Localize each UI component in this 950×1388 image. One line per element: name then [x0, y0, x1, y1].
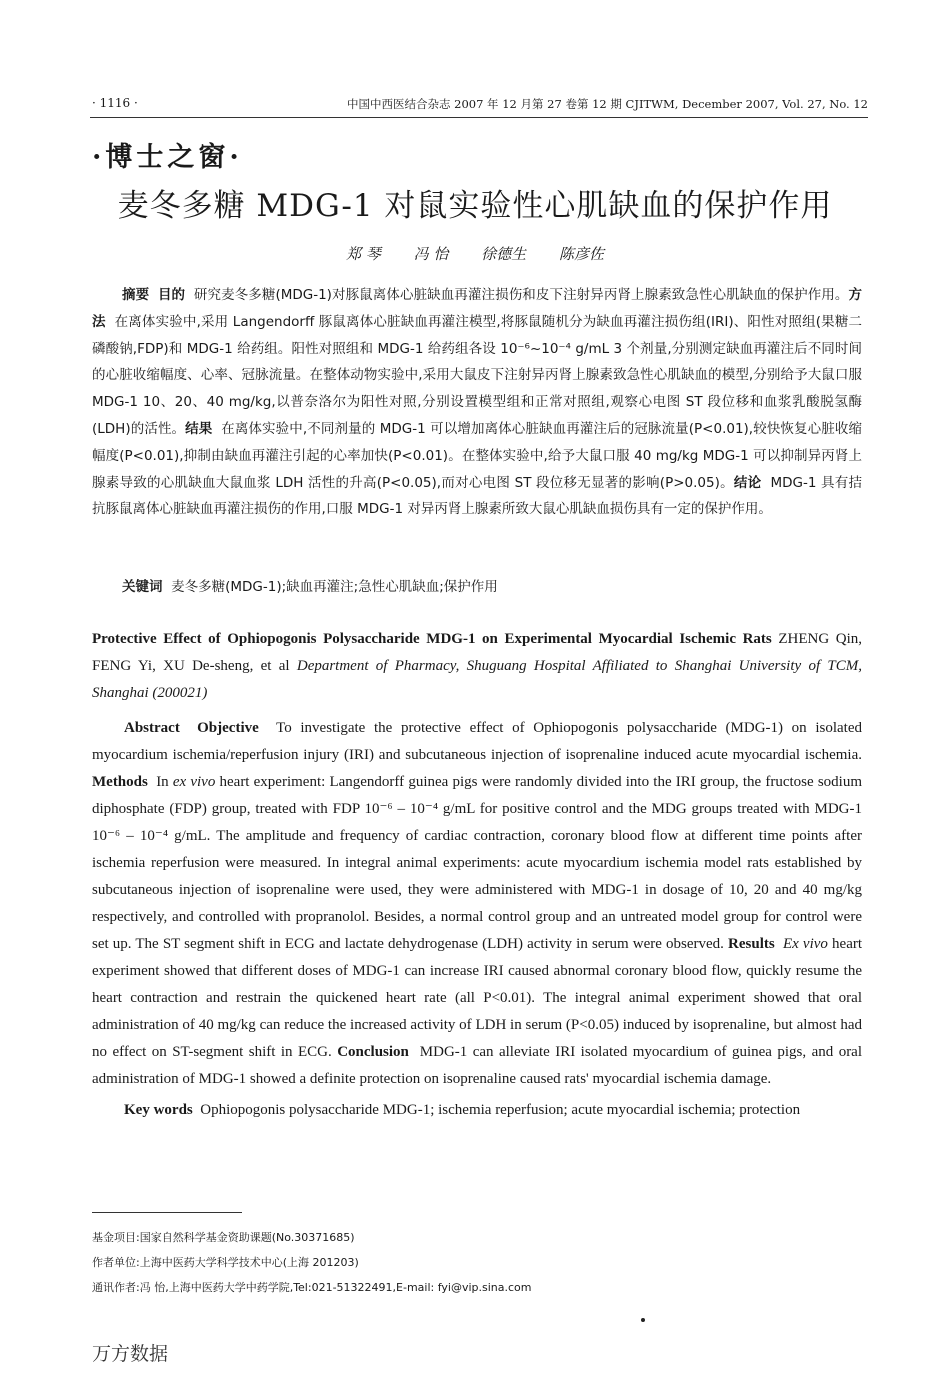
en-conclusion-text: MDG-1 can alleviate IRI isolated myocardium of guinea pigs, and oral administration of MDG-1 showed a definite protection on isoprenaline caused rats' myocardial ischemia damage. [92, 1044, 863, 1087]
cn-objective-text: 研究麦冬多糖(MDG-1)对豚鼠离体心脏缺血再灌注损伤和皮下注射异丙肾上腺素致急性心肌缺血的保护作用。 [193, 287, 849, 303]
page-number: · 1116 · [92, 96, 138, 110]
en-results-italic: Ex vivo [782, 936, 828, 952]
footnotes [92, 1225, 862, 1300]
en-methods-pre: In [156, 774, 169, 790]
cn-objective-label: 目的 [157, 287, 186, 303]
en-objective-text: To investigate the protective effect of Ophiopogonis polysaccharide (MDG-1) on isolated myocardium ischemia/reperfusion injury (IRI) and subcutaneous injection of isoprenaline induced acute myocardial ischemia. [92, 720, 862, 763]
cn-results-text: 在离体实验中,不同剂量的 MDG-1 可以增加离体心脏缺血再灌注后的冠脉流量(P<0.01),较快恢复心脏收缩幅度(P<0.01),抑制由缺血再灌注引起的心率加快(P<0.01)。在整体实验中,给予大鼠口服 40 mg/kg MDG-1 可以抑制异丙肾上腺素导致的心肌缺血大鼠血浆 LDH 活性的升高(P<0.05),而对心电图 ST 段位移无显著的影响(P>0.05)。 [92, 420, 862, 491]
author-list [0, 243, 950, 264]
en-affiliation: Department of Pharmacy, Shuguang Hospital Affiliated to Shanghai University of TCM, Shanghai (200021) [92, 658, 862, 701]
cn-keywords-label: 关键词 [122, 579, 163, 595]
english-abstract-block [92, 626, 862, 1124]
footnote-correspondence: 通讯作者:冯 怡,上海中医药大学中药学院,Tel:021-51322491,E-mail: fyi@vip.sina.com [92, 1281, 532, 1294]
en-keywords-label: Key words [124, 1102, 193, 1118]
en-results-label: Results [728, 936, 775, 952]
author: 陈彦佐 [558, 245, 604, 263]
cn-keywords-text: 麦冬多糖(MDG-1);缺血再灌注;急性心肌缺血;保护作用 [171, 579, 498, 595]
en-keywords-text: Ophiopogonis polysaccharide MDG-1; ischemia reperfusion; acute myocardial ischemia; protection [200, 1102, 801, 1118]
en-results-text: heart experiment showed that different doses of MDG-1 can increase IRI caused abnormal coronary blood flow, quickly resume the heart contraction and restrain the quickened heart rate (all P<0.01). The integral animal experiment showed that oral administration of 40 mg/kg can reduce the increased activity of LDH in serum (P<0.05) induced by isoprenaline, but almost had no effect on ST-segment shift in ECG. [92, 936, 863, 1060]
footnote-funding: 基金项目:国家自然科学基金资助课题(No.30371685) [92, 1231, 355, 1244]
chinese-abstract [92, 282, 862, 523]
en-title: Protective Effect of Ophiopogonis Polysaccharide MDG-1 on Experimental Myocardial Ischemic Rats [92, 631, 772, 647]
author: 郑 琴 [346, 245, 381, 263]
author: 徐德生 [481, 245, 527, 263]
column-tag: ·博士之窗· [92, 142, 243, 173]
en-methods-text: heart experiment: Langendorff guinea pigs were randomly divided into the IRI group, the fructose sodium diphosphate (FDP) group, treated with FDP 10⁻⁶ – 10⁻⁴ g/mL for positive control and the MDG groups treated with MDG-1 10⁻⁶ – 10⁻⁴ g/mL. The amplitude and frequency of cardiac contraction, coronary blood flow at different time points after ischemia reperfusion were measured. In integral animal experiments: acute myocardium ischemia model rats established by subcutaneous injection of isoprenaline were used, they were administered with MDG-1 in dosage of 10, 20 and 40 mg/kg respectively, and controlled with propranolol. Besides, a normal control group and an untreated model group for control were set up. The ST segment shift in ECG and lactate dehydrogenase (LDH) activity in serum were observed. [92, 774, 862, 952]
article-title: 麦冬多糖 MDG-1 对鼠实验性心肌缺血的保护作用 [117, 188, 833, 224]
en-abstract [92, 715, 862, 1093]
chinese-keywords [92, 574, 862, 600]
stray-dot [641, 1318, 645, 1322]
cn-abstract-label: 摘要 [122, 287, 150, 303]
cn-results-label: 结果 [185, 420, 213, 437]
en-objective-label: Objective [197, 720, 259, 736]
en-methods-label: Methods [92, 774, 148, 790]
cn-methods-text: 在离体实验中,采用 Langendorff 豚鼠离体心脏缺血再灌注模型,将豚鼠随机分为缺血再灌注损伤组(IRI)、阳性对照组(果糖二磷酸钠,FDP)和 MDG-1 给药组。阳性对照组和 MDG-1 给药组各设 10⁻⁶~10⁻⁴ g/mL 3 个剂量,分别测定缺血再灌注后不同时间的心脏收缩幅度、心率、冠脉流量。在整体动物实验中,采用大鼠皮下注射异丙肾上腺素致急性心肌缺血的模型,分别给予大鼠口服 MDG-1 10、20、40 mg/kg,以普奈洛尔为阳性对照,分别设置模型组和正常对照组,观察心电图 ST 段位移和血浆乳酸脱氢酶(LDH)的活性。 [92, 313, 862, 437]
author: 冯 怡 [413, 245, 449, 263]
en-abstract-label: Abstract [124, 720, 180, 736]
database-watermark: 万方数据 [92, 1343, 169, 1365]
en-keywords [92, 1097, 862, 1124]
footnote-affiliation: 作者单位:上海中医药大学科学技术中心(上海 201203) [92, 1256, 359, 1269]
header-rule [90, 117, 868, 118]
en-conclusion-label: Conclusion [337, 1044, 409, 1060]
footnote-rule [92, 1212, 242, 1213]
cn-methods-label: 方法 [92, 287, 862, 330]
en-authors: ZHENG Qin, FENG Yi, XU De-sheng, et al [92, 631, 862, 674]
en-title-line [92, 626, 862, 707]
journal-running-head: 中国中西医结合杂志 2007 年 12 月第 27 卷第 12 期 CJITWM, December 2007, Vol. 27, No. 12 [346, 97, 868, 111]
cn-conclusion-text: MDG-1 具有拮抗豚鼠离体心脏缺血再灌注损伤的作用,口服 MDG-1 对异丙肾上腺素所致大鼠心肌缺血损伤具有一定的保护作用。 [92, 474, 862, 518]
en-methods-italic: ex vivo [172, 774, 216, 790]
cn-conclusion-label: 结论 [733, 474, 762, 491]
